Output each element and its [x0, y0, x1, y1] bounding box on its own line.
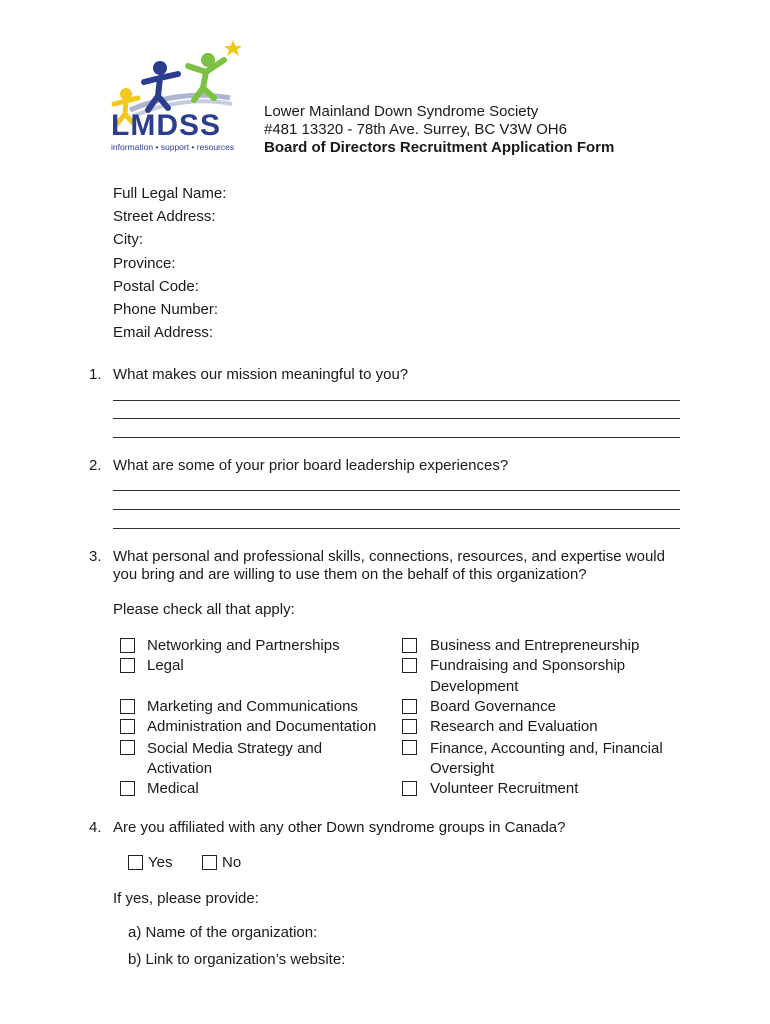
- skill-networking-label: Networking and Partnerships: [147, 637, 340, 654]
- skill-finance-label-cont: Oversight: [430, 760, 495, 777]
- checkbox-fundraising[interactable]: [402, 658, 417, 673]
- checkbox-administration[interactable]: [120, 719, 135, 734]
- answer-line[interactable]: [113, 509, 680, 510]
- checkbox-marketing[interactable]: [120, 699, 135, 714]
- skill-volunteer-label: Volunteer Recruitment: [430, 780, 579, 797]
- checkbox-no[interactable]: [202, 855, 217, 870]
- checkbox-finance[interactable]: [402, 740, 417, 755]
- org-name: Lower Mainland Down Syndrome Society: [264, 103, 539, 120]
- phone-number-label: Phone Number:: [113, 301, 219, 318]
- answer-line[interactable]: [113, 400, 680, 401]
- skill-board-governance-label: Board Governance: [430, 698, 556, 715]
- skill-social-media-label: Social Media Strategy and: [147, 740, 323, 757]
- province-label: Province:: [113, 255, 176, 272]
- org-address: #481 13320 - 78th Ave. Surrey, BC V3W OH6: [264, 121, 567, 138]
- checkbox-networking[interactable]: [120, 638, 135, 653]
- postal-code-label: Postal Code:: [113, 278, 199, 295]
- lmdss-logo: [108, 38, 248, 156]
- answer-line[interactable]: [113, 490, 680, 491]
- if-yes-label: If yes, please provide:: [113, 890, 259, 907]
- org-header: [264, 103, 614, 157]
- checkbox-yes[interactable]: [128, 855, 143, 870]
- yes-label: Yes: [148, 854, 173, 871]
- street-address-label: Street Address:: [113, 208, 216, 225]
- skill-business-label: Business and Entrepreneurship: [430, 637, 640, 654]
- skill-fundraising-label-cont: Development: [430, 678, 519, 695]
- question-1: 1. What makes our mission meaningful to you?: [89, 366, 409, 383]
- skill-legal-label: Legal: [147, 657, 184, 674]
- checkbox-volunteer[interactable]: [402, 781, 417, 796]
- answer-line[interactable]: [113, 437, 680, 438]
- question-2: 2. What are some of your prior board leadership experiences?: [89, 457, 509, 474]
- skill-administration-label: Administration and Documentation: [147, 718, 377, 735]
- org-name-prompt: a) Name of the organization:: [128, 924, 318, 941]
- skill-social-media-label-cont: Activation: [147, 760, 213, 777]
- checkbox-research[interactable]: [402, 719, 417, 734]
- answer-line[interactable]: [113, 418, 680, 419]
- answer-line[interactable]: [113, 528, 680, 529]
- org-website-prompt: b) Link to organization’s website:: [128, 951, 346, 968]
- check-prompt: Please check all that apply:: [113, 601, 295, 618]
- form-title: Board of Directors Recruitment Application Form: [264, 139, 615, 156]
- checkbox-board-governance[interactable]: [402, 699, 417, 714]
- logo-tagline: information • support • resources: [111, 142, 235, 152]
- logo-wordmark: LMDSS: [111, 109, 221, 142]
- skill-medical-label: Medical: [147, 780, 199, 797]
- question-4: 4. Are you affiliated with any other Down syndrome groups in Canada?: [89, 819, 566, 836]
- skill-finance-label: Finance, Accounting and, Financial: [430, 740, 663, 757]
- question-3: 3. What personal and professional skills, connections, resources, and expertise would you bring and are willing to use them on the behalf of this organization?: [89, 548, 665, 583]
- email-address-label: Email Address:: [113, 324, 214, 341]
- skill-fundraising-label: Fundraising and Sponsorship: [430, 657, 626, 674]
- checkbox-legal[interactable]: [120, 658, 135, 673]
- checkbox-business[interactable]: [402, 638, 417, 653]
- no-label: No: [222, 854, 242, 871]
- checkbox-social-media[interactable]: [120, 740, 135, 755]
- skill-research-label: Research and Evaluation: [430, 718, 598, 735]
- skill-marketing-label: Marketing and Communications: [147, 698, 358, 715]
- checkbox-medical[interactable]: [120, 781, 135, 796]
- city-label: City:: [113, 231, 143, 248]
- full-name-label: Full Legal Name:: [113, 185, 227, 202]
